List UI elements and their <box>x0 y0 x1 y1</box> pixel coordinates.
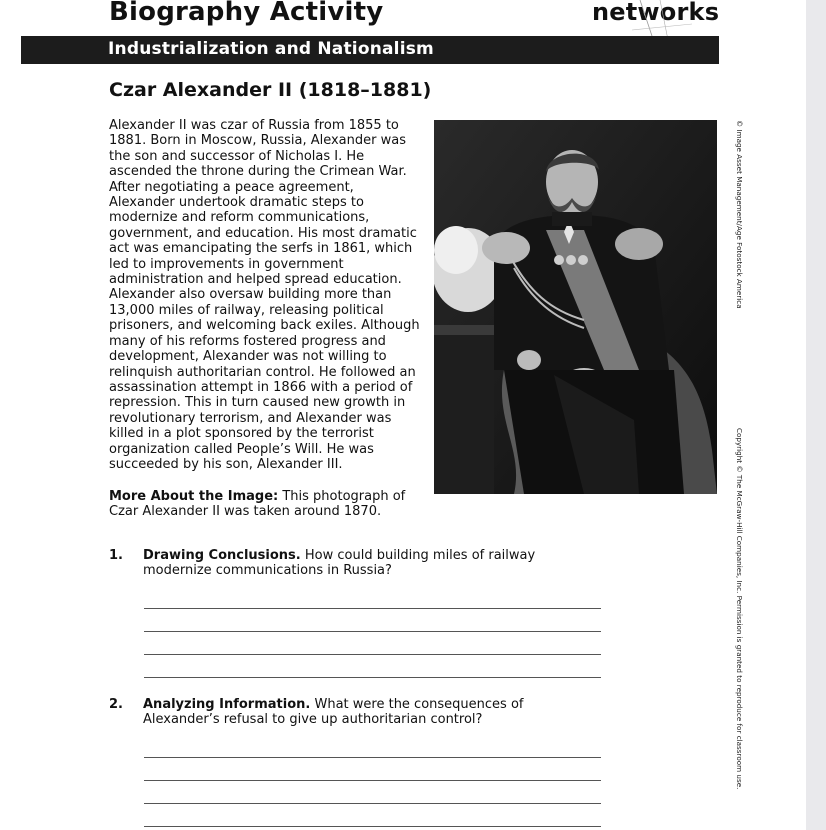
portrait-illustration <box>434 120 717 494</box>
answer-line[interactable] <box>144 780 601 781</box>
portrait-photo <box>434 120 717 494</box>
answer-line[interactable] <box>144 608 601 609</box>
bio-line: revolutionary terrorism, and Alexander was <box>109 410 392 426</box>
copyright-notice: Copyright © The McGraw-Hill Companies, Inc. Permission is granted to reproduce for classroom use. <box>735 428 744 790</box>
question-line-2: modernize communications in Russia? <box>143 563 392 579</box>
bio-line: act was emancipating the serfs in 1861, which <box>109 241 413 257</box>
bio-line: government, and education. His most dramatic <box>109 225 417 241</box>
bio-line: 13,000 miles of railway, releasing political <box>109 302 384 318</box>
biography-subject-title: Czar Alexander II (1818–1881) <box>109 79 432 101</box>
bio-line: repression. This in turn caused new growth in <box>109 395 406 411</box>
answer-line[interactable] <box>144 826 601 827</box>
bio-line: prisoners, and welcoming back exiles. Although <box>109 318 420 334</box>
question-line-2: Alexander’s refusal to give up authoritarian control? <box>143 712 483 728</box>
image-credit: © Image Asset Management/Age Fotostock America <box>735 120 744 309</box>
more-about-text-2: Czar Alexander II was taken around 1870. <box>109 504 382 520</box>
activity-title: Biography Activity <box>109 0 384 27</box>
more-about-image <box>109 489 429 520</box>
unit-band <box>21 36 719 64</box>
bio-line: organization called People’s Will. He was <box>109 441 374 457</box>
question-text <box>143 697 523 728</box>
networks-logo: networks <box>592 0 720 26</box>
question-number: 2. <box>109 697 123 712</box>
bio-line: ascended the throne during the Crimean War. <box>109 164 407 180</box>
bio-line: many of his reforms fostered progress and <box>109 333 386 349</box>
bio-line: the son and successor of Nicholas I. He <box>109 148 365 164</box>
bio-line: modernize and reform communications, <box>109 210 370 226</box>
biography-text <box>109 118 429 472</box>
question-line-1: How could building miles of railway <box>304 548 536 563</box>
question-number: 1. <box>109 548 123 563</box>
question-label: Analyzing Information. <box>143 697 311 712</box>
bio-line: relinquish authoritarian control. He followed an <box>109 364 416 380</box>
answer-line[interactable] <box>144 757 601 758</box>
answer-line[interactable] <box>144 631 601 632</box>
unit-title: Industrialization and Nationalism <box>108 39 434 59</box>
more-about-label: More About the Image: <box>109 489 279 504</box>
question-label: Drawing Conclusions. <box>143 548 301 563</box>
more-about-line-1 <box>109 489 429 504</box>
more-about-text-1: This photograph of <box>282 489 406 504</box>
page-gutter <box>806 0 826 830</box>
bio-line: killed in a plot sponsored by the terrorist <box>109 426 374 442</box>
answer-line[interactable] <box>144 677 601 678</box>
question-text <box>143 548 535 579</box>
question-line-1: What were the consequences of <box>314 697 524 712</box>
bio-line: After negotiating a peace agreement, <box>109 179 354 195</box>
answer-line[interactable] <box>144 803 601 804</box>
bio-line: succeeded by his son, Alexander III. <box>109 456 343 472</box>
bio-line: Alexander II was czar of Russia from 1855 to <box>109 118 399 133</box>
bio-line: led to improvements in government <box>109 256 344 272</box>
answer-line[interactable] <box>144 654 601 655</box>
bio-line: Alexander also oversaw building more than <box>109 287 392 303</box>
bio-line: Alexander undertook dramatic steps to <box>109 195 364 211</box>
bio-line: 1881. Born in Moscow, Russia, Alexander was <box>109 133 406 149</box>
bio-line: administration and helped spread education. <box>109 272 402 288</box>
bio-line: assassination attempt in 1866 with a period of <box>109 379 413 395</box>
bio-line: development, Alexander was not willing to <box>109 349 387 365</box>
